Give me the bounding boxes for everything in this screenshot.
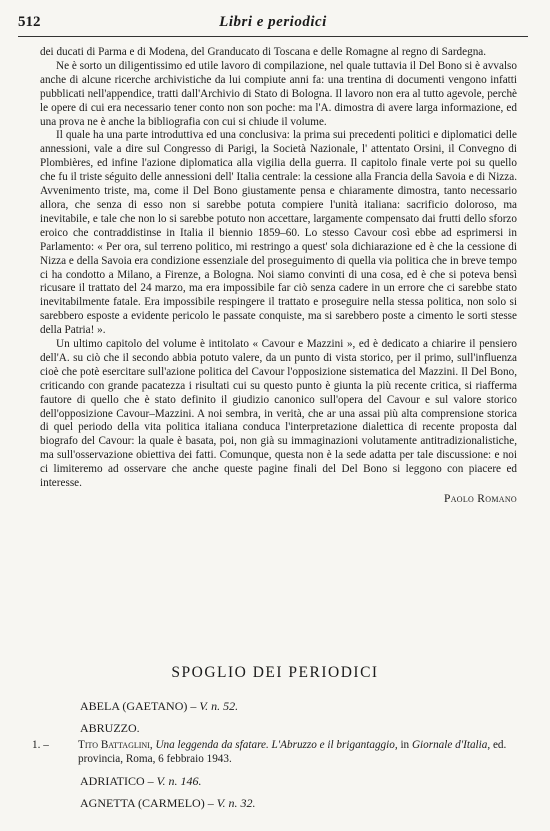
paragraph: Il quale ha una parte introduttiva ed una conclusiva: la prima sui precedenti politici e diplomatici delle annessioni, vale a dire sul Congresso di Parigi, la Società Nazionale, l' attentato Orsini, il Convegno di Plombières, ed infine l'azione diplomatica alla vigilia della guerra. Il capitolo finale verte poi su quello che fu il triste séguito delle annessioni dell' Italia centrale: la cessione alla Francia della Savoia e di Nizza. Avvenimento triste, ma, come il Del Bono giustamente pensa e chiaramente dimostra, tanto necessario allora, che senza di esso non si sarebbe potuta compiere l'unità italiana: sacrificio doloroso, ma inevitabile, e tale che non lo si sarebbe potuto non accettare, largamente compensato dai frutti dello sforzo eroico che contraddistinse in Italia il biennio 1859–60. Lo stesso Cavour così ebbe ad esprimersi in Parlamento: « Per ora, sul terreno politico, mi restringo a quest' sola dichiarazione ed è che la cessione di Nizza e della Savoia era condizione essenziale del proseguimento di quella via politica che in breve tempo ci ha condotto a Milano, a Firenze, a Bologna. Noi siamo convinti di una cosa, ed è che si poteva bensì ricusare il trattato del 24 marzo, ma era impossibile far ciò senza cadere in un errore che ci sarebbe stato inevitabilmente fatale. Era impossibile respingere il trattato e proseguire nella stessa politica, non solo si sarebbero esposte a evidente pericolo le passate conquiste, ma si sarebbero poste a cimento le sorti stesse della Patria! ». bbox=[40, 129, 517, 337]
paragraph: dei ducati di Parma e di Modena, del Granducato di Toscana e delle Romagne al regno di Sardegna. bbox=[40, 46, 487, 58]
index-entry bbox=[80, 721, 520, 736]
page-number: 512 bbox=[18, 14, 41, 30]
index-entry bbox=[80, 774, 520, 789]
item-journal: Giornale d'Italia bbox=[411, 739, 488, 751]
item-title: Una leggenda da sfatare. L'Abruzzo e il brigantaggio, bbox=[155, 739, 398, 751]
item-number: 1. – bbox=[32, 739, 49, 751]
entry-ref: V. n. 52. bbox=[199, 699, 239, 713]
section-title: SPOGLIO DEI PERIODICI bbox=[171, 664, 379, 681]
item-author: Tito Battaglini bbox=[78, 739, 150, 751]
entry-name: AGNETTA (CARMELO) – bbox=[80, 795, 214, 810]
paragraph: Ne è sorto un diligentissimo ed utile lavoro di compilazione, nel quale tuttavia il Del Bono si è avvalso anche di alcune ricerche archivistiche da lui compiute anni fa: una trentina di documenti vengono infatti pubblicati nell'appendice, tratti dall'Archivio di Stato di Bologna. Il lavoro non era al tutto agevole, perchè le opere di cui era necessario tener conto non son poche: ma l'A. dimostra di avere larga informazione, ed una prova ne è anche la bibliografia con cui si chiude il volume. bbox=[40, 59, 517, 128]
review-signature: Paolo Romano bbox=[444, 493, 517, 505]
item-rest-prefix: in bbox=[400, 739, 410, 751]
entry-ref: V. n. 146. bbox=[156, 774, 202, 788]
entry-name: ABRUZZO. bbox=[80, 720, 140, 735]
index-entry bbox=[80, 699, 520, 714]
entry-ref: V. n. 32. bbox=[216, 795, 256, 810]
running-title: Libri e periodici bbox=[219, 14, 327, 30]
item-rest: , ed. provincia, Roma, 6 febbraio 1943. bbox=[78, 739, 507, 765]
periodicals-index bbox=[32, 699, 520, 817]
paragraph: Un ultimo capitolo del volume è intitolato « Cavour e Mazzini », ed è dedicato a chiarire il pensiero dell'A. su ciò che il secondo abbia potuto valere, da un punto di vista storico, per il primo, sull'influenza cioè che potè esercitare sull'azione politica del Cavour l'opposizione sistematica del Mazzini. Il Del Bono, criticando con grande pacatezza i risultati cui su questo punto è giunta la più recente critica, si riafferma fautore di quello che è stato definito il giudizio canonico sull'opera del Cavour e sul valore storico dell'opposizione Cavour–Mazzini. A noi sembra, in verità, che ar una assai più alta comprensione storica di quel periodo della vita politica italiana conduca l'interpretazione dialettica di recente proposta dal biografo del Cavour: la quale è basata, poi, non già su immaginazioni volutamente antitradizionalistiche, ma sull'osservazione obiettiva dei fatti. Comunque, questa non è la sede adatta per tale discussione: e noi ci limiteremo ad osservare che anche queste pagine finali del Del Bono si leggono con piacere ed interesse. bbox=[40, 338, 517, 490]
list-item: 1. – Tito Battaglini, Una leggenda da sfatare. L'Abruzzo e il brigantaggio, in Giornale d'Italia, ed. provincia, Roma, 6 febbraio 1943. bbox=[32, 739, 507, 765]
entry-name: ADRIATICO – bbox=[80, 774, 154, 788]
entry-name: ABELA (GAETANO) – bbox=[80, 699, 197, 713]
index-entry bbox=[80, 796, 520, 811]
review-body bbox=[40, 46, 517, 505]
page-header bbox=[18, 14, 528, 37]
